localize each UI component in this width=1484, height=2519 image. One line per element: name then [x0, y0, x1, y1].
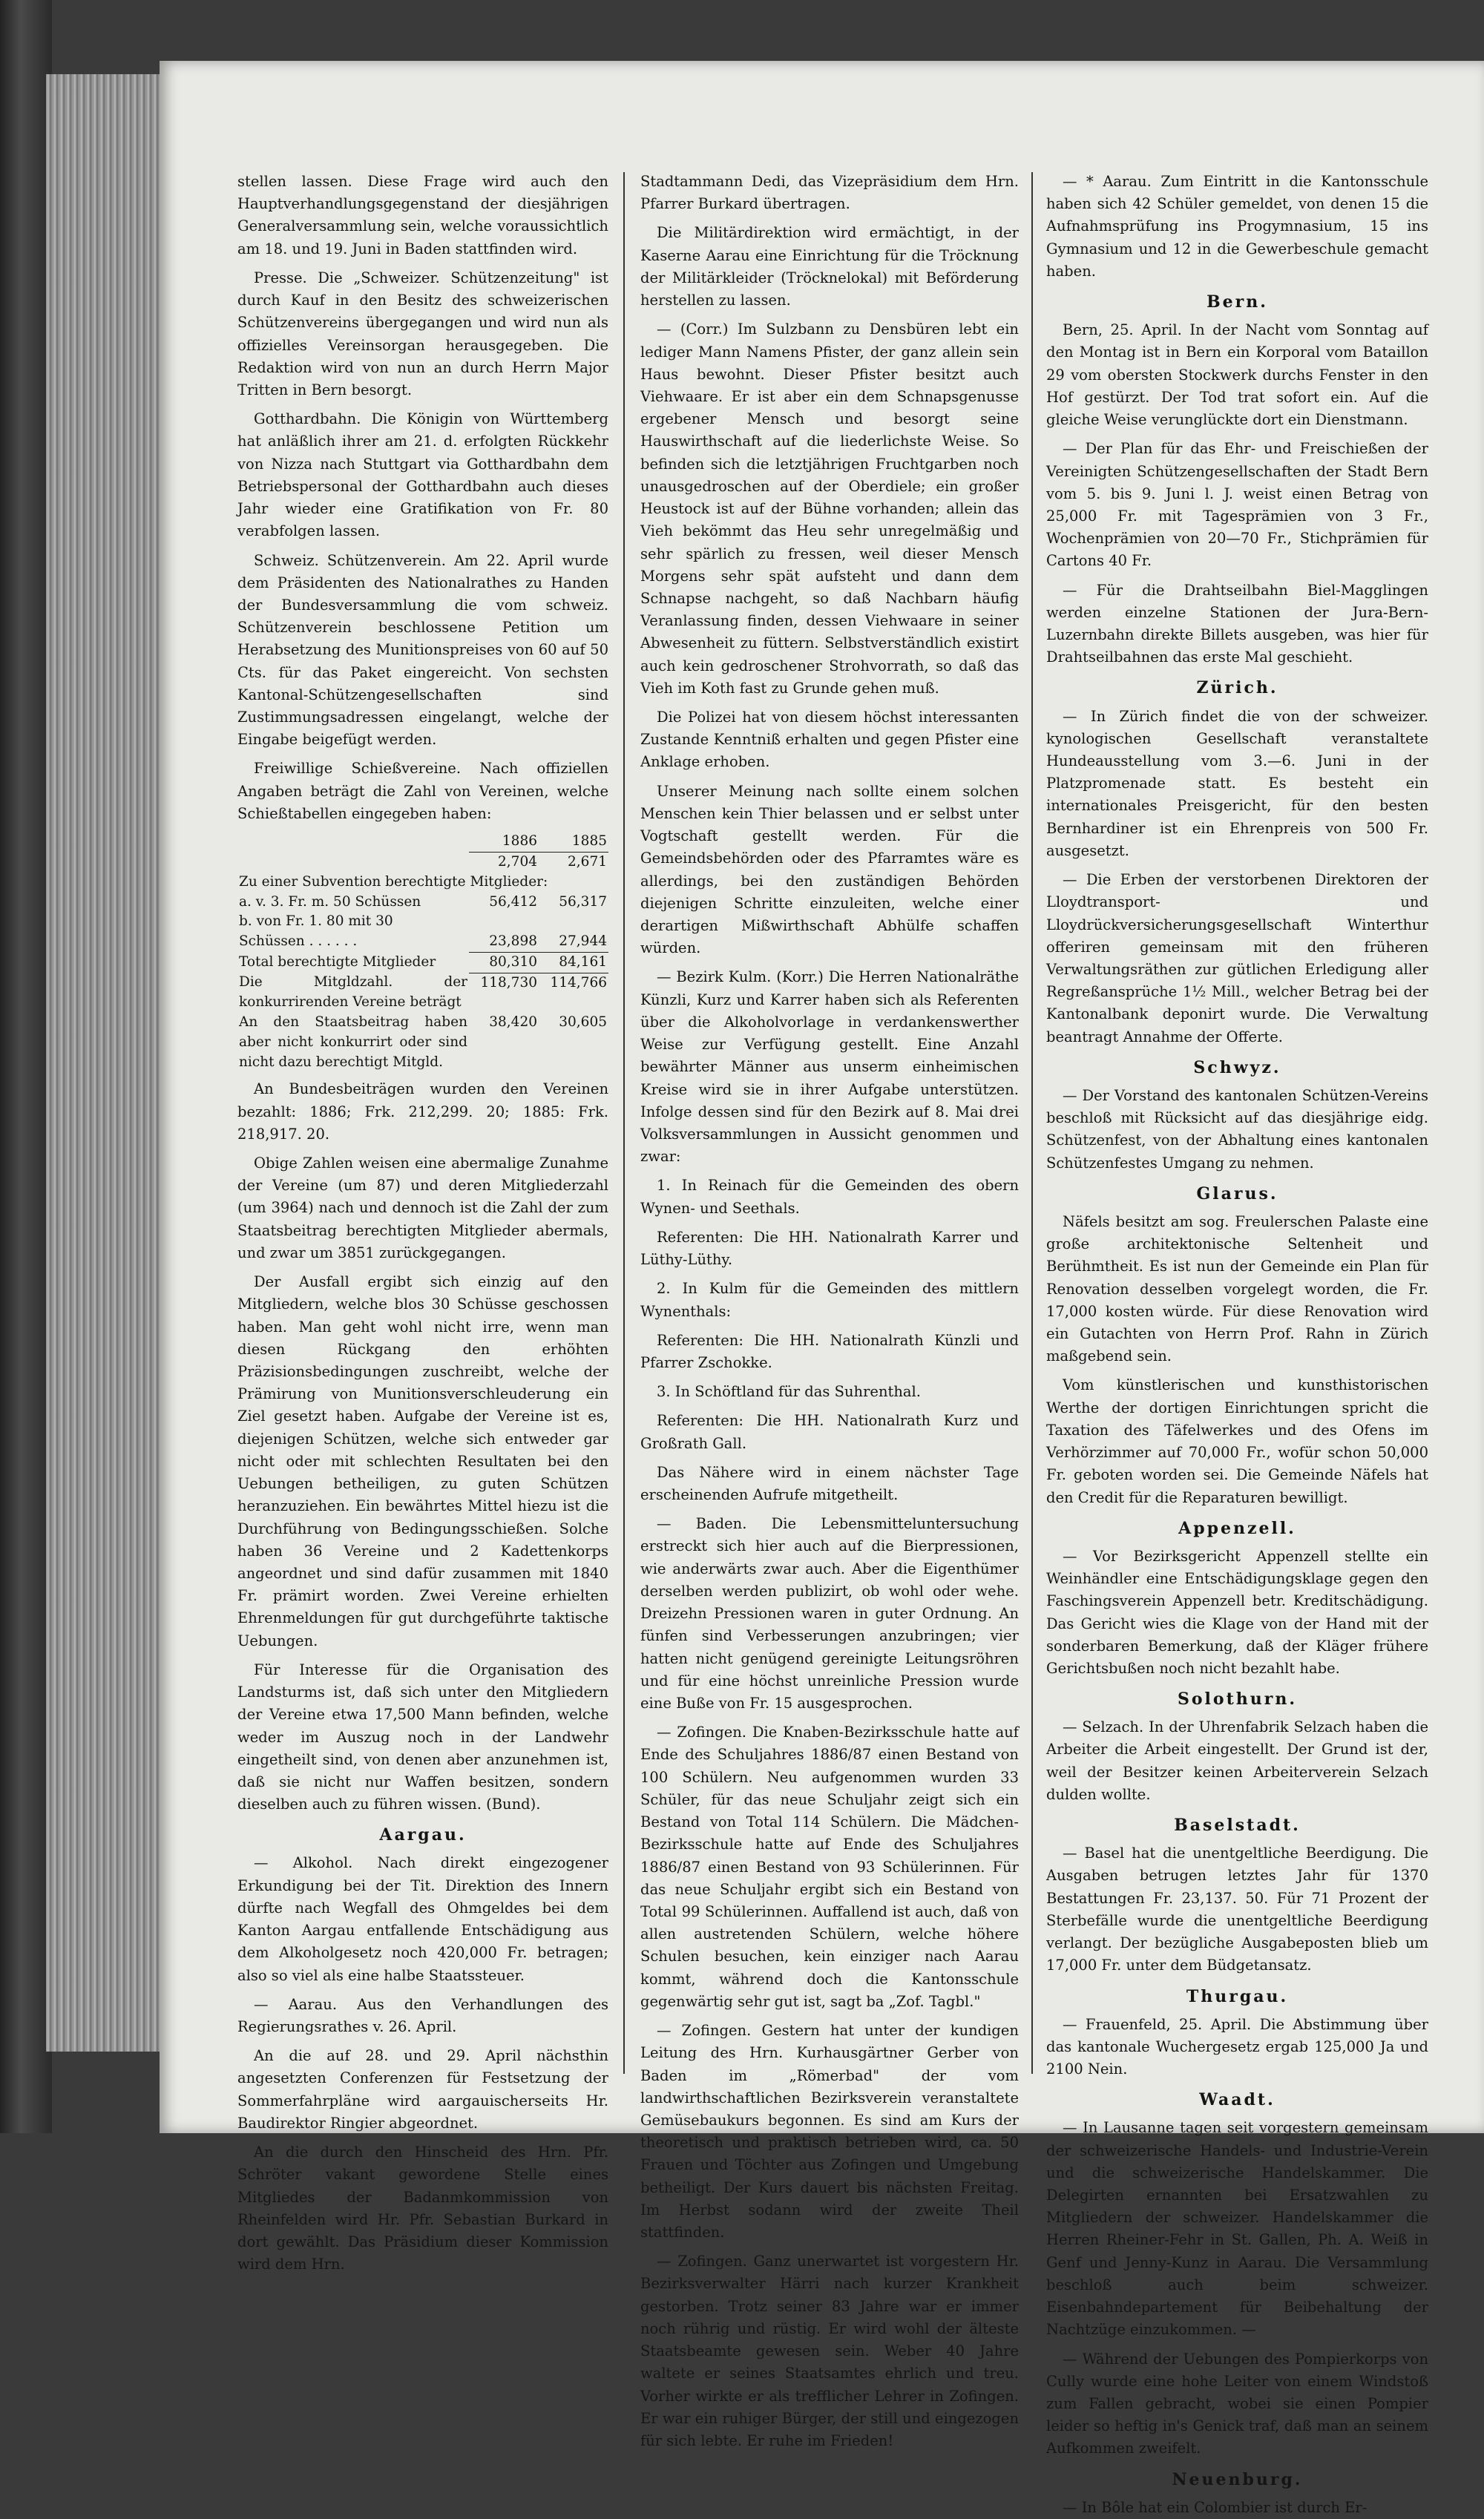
table-cell: 2,671 [568, 853, 607, 870]
article-densbueren: — (Corr.) Im Sulzbann zu Densbüren lebt ein lediger Mann Namens Pfister, der ganz allein sein Haus bewohnt. Dieser Pfister besitzt auch Viehwaare. Er ist aber ein dem Schnapsgenusse ergebener Mensch und besorgt seine Hauswirthschaft auf die liederlichste Weise. So befinden sich die letztjährigen Fruchtgarben noch unausgedroschen auf der Oberdiele; ein großer Heustock ist auf der Bühne vorhanden; allein das Vieh bekömmt das Heu sehr unregelmäßig und sehr spärlich zu fressen, weil dieser Mensch Morgens sehr spät aufsteht und dann dem Schnapse nachgeht, so daß Nachbarn häufig Veranlassung finden, dessen Viehwaare in seiner Abwesenheit zu füttern. Selbstverständlich existirt auch kein gedroschener Strohvorrath, so daß das Vieh im Koth fast zu Grunde gehen muß. [640, 321, 1019, 697]
section-heading-aargau: Aargau. [379, 1825, 467, 1845]
table-label: b. von Fr. 1. 80 mit 30 [239, 913, 393, 930]
article-paragraph: — Der Plan für das Ehr- und Freischießen der Vereinigten Schützengesellschaften der Stadt Bern vom 5. bis 9. Juni l. J. weist einen Betrag von 25,000 Fr. mit Tagesprämien von 3 Fr., Wochenprämien von 20—70 Fr., Stichprämien für Cartons 40 Fr. [1046, 440, 1428, 570]
article-bezirk-kulm: — Bezirk Kulm. (Korr.) Die Herren Nationalräthe Künzli, Kurz und Karrer haben sich als Referenten über die Alkoholvorlage in verdankenswerther Weise zur Verfügung gestellt. Eine Anzahl bewährter Männer aus unserm einheimischen Kreise wird sie in ihrer Aufgabe unterstützen. Infolge dessen sind für den Bezirk auf 8. Mai drei Volksversammlungen in Aussicht genommen und zwar: [640, 968, 1019, 1166]
table-row [237, 893, 608, 913]
article-paragraph: Referenten: Die HH. Nationalrath Karrer und Lüthy-Lüthy. [640, 1228, 1019, 1269]
article-gotthardbahn: Gotthardbahn. Die Königin von Württemberg hat anläßlich ihrer am 21. d. erfolgten Rückkehr von Nizza nach Stuttgart via Gotthardbahn dem Betriebspersonal der Gotthardbahn auch dieses Jahr wieder eine Gratifikation von Fr. 80 verabfolgen lassen. [237, 410, 608, 540]
shooting-stats-table [237, 832, 608, 1072]
article-paragraph: Das Nähere wird in einem nächster Tage erscheinenden Aufrufe mitgetheilt. [640, 1463, 1019, 1504]
section-heading-solothurn: Solothurn. [1178, 1689, 1297, 1710]
column-divider [623, 172, 625, 2074]
table-row [237, 1013, 608, 1072]
article-paragraph: Unserer Meinung nach sollte einem solchen Menschen kein Thier belassen und er selbst unter Vogtschaft gestellt werden. Für die Gemeindsbehörden oder des Pfarramtes wäre es allerdings, bei den zuständigen Behörden diejenigen Schritte einzuleiten, welche einer derartigen Mißwirthschaft Abhülfe schaffen würden. [640, 782, 1019, 957]
article-aarau: — Aarau. Aus den Verhandlungen des Regierungsrathes v. 26. April. [237, 1995, 608, 2035]
article-baden: — Baden. Die Lebensmitteluntersuchung erstreckt sich hier auch auf die Bierpressionen, wie anderwärts zwar auch. Aber die Eigenthümer derselben werden publizirt, ob wohl oder wehe. Dreizehn Pressionen waren in guter Ordnung. An fünfen sind Verbesserungen anzubringen; vier hatten nicht genügend gereinigte Leitungsröhren und für eine höchst unreinliche Pression wurde eine Buße von Fr. 15 ausgesprochen. [640, 1515, 1019, 1712]
article-paragraph: stellen lassen. Diese Frage wird auch den Hauptverhandlungsgegenstand der diesjährigen Generalversammlung sein, welche voraussichtlich am 18. und 19. Juni in Baden stattfinden wird. [237, 173, 608, 257]
article-paragraph: Die Polizei hat von diesem höchst interessanten Zustande Kenntniß erhalten und gegen Pfister eine Anklage erhoben. [640, 709, 1019, 771]
article-paragraph: Referenten: Die HH. Nationalrath Kurz und Großrath Gall. [640, 1412, 1019, 1452]
section-heading-appenzell: Appenzell. [1178, 1518, 1296, 1538]
section-heading-bern: Bern. [1206, 292, 1268, 312]
article-paragraph: Die Militärdirektion wird ermächtigt, in der Kaserne Aarau eine Einrichtung für die Tröcknung der Militärkleider (Tröcknelokal) mit Beförderung herstellen zu lassen. [640, 224, 1019, 309]
table-label: An den Staatsbeitrag haben aber nicht konkurrirt oder sind nicht dazu berechtigt Mitgld. [239, 1014, 467, 1070]
article-schuetzenverein: Schweiz. Schützenverein. Am 22. April wurde dem Präsidenten des Nationalrathes zu Handen der Bundesversammlung die vom schweiz. Schützenverein beschlossene Petition um Herabsetzung des Munitionspreises von 60 auf 50 Cts. für das Paket eingereicht. Von sechsten Kantonal-Schützengesellschaften sind Zustimmungsadressen eingelangt, welche der Eingabe beigefügt werden. [237, 551, 608, 749]
article-paragraph: 1. In Reinach für die Gemeinden des obern Wynen- und Seethals. [640, 1177, 1019, 1217]
year-1886: 1886 [469, 832, 539, 852]
table-cell: 2,704 [498, 853, 537, 870]
table-cell: 56,412 [489, 893, 537, 910]
article-zofingen-kurs: — Zofingen. Gestern hat unter der kundigen Leitung des Hrn. Kurhausgärtner Gerber von Baden im „Römerbad" der vom landwirthschaftlichen Bezirksverein veranstaltete Gemüsebaukurs begonnen. Es sind am Kurs der theoretisch und praktisch betrieben wird, ca. 50 Frauen und Töchter aus Zofingen und Umgebung betheiligt. Der Kurs dauert bis nächsten Freitag. Im Herbst sodann wird der zweite Theil stattfinden. [640, 2022, 1019, 2242]
table-cell: 84,161 [559, 954, 607, 970]
table-label: Total berechtigte Mitglieder [239, 953, 436, 970]
column-right [1046, 171, 1428, 2516]
table-cell: 56,317 [559, 893, 607, 910]
table-label: Die Mitgldzahl. der konkurrirenden Vereine beträgt [239, 974, 467, 1011]
table-row [237, 932, 608, 952]
table-cell: 27,944 [539, 932, 608, 952]
article-paragraph: 3. In Schöftland für das Suhrenthal. [657, 1383, 921, 1401]
article-paragraph: Für Interesse für die Organisation des Landsturms ist, daß sich unter den Mitgliedern der Vereine etwa 17,500 Mann befinden, welche weder im Auszug noch in der Landwehr eingetheilt sind, von denen aber anzunehmen ist, daß sie nicht nur Waffen besitzen, sondern dieselben auch zu führen wissen. (Bund). [237, 1661, 608, 1813]
book-spine [0, 0, 52, 2133]
article-paragraph: An Bundesbeiträgen wurden den Vereinen bezahlt: 1886; Frk. 212,299. 20; 1885: Frk. 218,917. 20. [237, 1080, 608, 1143]
year-1885: 1885 [539, 832, 608, 852]
article-paragraph: Referenten: Die HH. Nationalrath Künzli und Pfarrer Zschokke. [640, 1331, 1019, 1371]
article-aarau-kantonsschule: — * Aarau. Zum Eintritt in die Kantonsschule haben sich 42 Schüler gemeldet, von denen 15 die Aufnahmsprüfung ins Progymnasium, 15 ins Gymnasium und 12 in die Gewerbeschule gemacht haben. [1046, 173, 1428, 280]
section-heading-baselstadt: Baselstadt. [1174, 1816, 1301, 1836]
article-alkohol: — Alkohol. Nach direkt eingezogener Erkundigung bei der Tit. Direktion des Innern dürfte nach Wegfall des Ohmgeldes bei dem Kanton Aargau entfallende Entschädigung aus dem Alkoholgesetz noch 420,000 Fr. betragen; also so viel als eine halbe Staatssteuer. [237, 1854, 608, 1984]
article-cully: — Während der Uebungen des Pompierkorps von Cully wurde eine hohe Leiter von einem Windstoß zum Fallen gebracht, wobei sie einen Pompier leider so heftig in's Genick traf, daß man an seinem Aufkommen zweifelt. [1046, 2350, 1428, 2457]
article-naefels: Näfels besitzt am sog. Freulerschen Palaste eine große architektonische Seltenheit und Berühmtheit. Es ist nun der Gemeinde ein Plan für Renovation desselben vorgelegt worden, die Fr. 17,000 kosten würde. Für diese Renovation wird ein Gutachten von Herrn Prof. Rahn in Zürich maßgebend sein. [1046, 1212, 1428, 1365]
table-cell: 114,766 [539, 973, 608, 1013]
section-heading-neuenburg: Neuenburg. [1172, 2469, 1303, 2489]
table-cell: 30,605 [559, 1014, 607, 1030]
table-label: a. v. 3. Fr. m. 50 Schüssen [239, 893, 421, 910]
table-cell: 38,420 [489, 1014, 537, 1030]
table-row [237, 973, 608, 1013]
article-basel: — Basel hat die unentgeltliche Beerdigung. Die Ausgaben betrugen letztes Jahr für 1370 Bestattungen Fr. 23,137. 50. Für 71 Prozent der Sterbefälle wurde die unentgeltliche Beerdigung verlangt. Der bezügliche Ausgabeposten blieb um 17,000 Fr. unter dem Büdgetansatz. [1046, 1845, 1428, 1974]
column-middle [640, 171, 1019, 2449]
article-paragraph: Vom künstlerischen und kunsthistorischen Werthe der dortigen Einrichtungen spricht die Taxation des Täfelwerkes und des Ofens im Verhörzimmer auf 70,000 Fr., wofür schon 50,000 Fr. geboten worden sei. Die Gemeinde Näfels hat den Credit für die Reparaturen bewilligt. [1046, 1376, 1428, 1506]
article-appenzell: — Vor Bezirksgericht Appenzell stellte ein Weinhändler eine Entschädigungsklage gegen den Faschingsverein Appenzell betr. Kreditschädigung. Das Gericht wies die Klage von der Hand mit der sonderbaren Bemerkung, daß der Kläger frühere Gerichtsbußen noch nicht bezahlt habe. [1046, 1547, 1428, 1677]
article-paragraph: Der Ausfall ergibt sich einzig auf den Mitgliedern, welche blos 30 Schüsse geschossen haben. Man geht wohl nicht irre, wenn man diesen Rückgang den erhöhten Präzisionsbedingungen zuschreibt, welche der Prämirung von Munitionsverschleuderung ein Ziel gesetzt haben. Aufgabe der Vereine ist es, diejenigen Schützen, welche sich entweder gar nicht oder mit schlechten Resultaten bei den Uebungen betheiligen, zu guten Schützen heranzuziehen. Ein bewährtes Mittel hiezu ist die Durchführung von Bedingungsschießen. Solche haben 36 Vereine und 2 Kadettenkorps angeordnet und sind dafür zusammen mit 1840 Fr. prämirt worden. Zwei Vereine erhielten Ehrenmeldungen für gut durchgeführte taktische Uebungen. [237, 1273, 608, 1649]
table-label: Schüssen . . . . . . [239, 933, 358, 950]
table-row [237, 852, 608, 872]
article-paragraph: Obige Zahlen weisen eine abermalige Zunahme der Vereine (um 87) und deren Mitgliederzahl (um 3964) nach und dennoch ist die Zahl der zum Staatsbeitrag berechtigten Mitglieder abermals, und zwar um 3851 zurückgegangen. [237, 1155, 608, 1261]
table-row [237, 832, 608, 852]
article-paragraph: An die durch den Hinscheid des Hrn. Pfr. Schröter vakant gewordene Stelle eines Mitgliedes der Badanmkommission von Rheinfelden wird Hr. Pfr. Sebastian Burkard in dort gewählt. Das Präsidium dieser Kommission wird dem Hrn. [237, 2144, 608, 2273]
page-edges [46, 74, 165, 2052]
article-bern: Bern, 25. April. In der Nacht vom Sonntag auf den Montag ist in Bern ein Korporal vom Bataillon 29 vom obersten Stockwerk durchs Fenster in den Hof gestürzt. Der Tod trat sofort ein. Auf die gleiche Weise verunglückte dort ein Dienstmann. [1046, 321, 1428, 429]
table-cell: 80,310 [489, 954, 537, 970]
article-frauenfeld: — Frauenfeld, 25. April. Die Abstimmung über das kantonale Wuchergesetz ergab 125,000 Ja und 2100 Nein. [1046, 2015, 1428, 2078]
column-left [237, 171, 608, 2273]
article-selzach: — Selzach. In der Uhrenfabrik Selzach haben die Arbeiter die Arbeit eingestellt. Der Grund ist der, weil der Besitzer keinen Arbeiterverein Selzach dulden wollte. [1046, 1718, 1428, 1803]
article-paragraph: — Für die Drahtseilbahn Biel-Magglingen werden einzelne Stationen der Jura-Bern-Luzernbahn direkte Billets ausgeben, was hier für Drahtseilbahnen das erste Mal geschieht. [1046, 581, 1428, 666]
section-heading-thurgau: Thurgau. [1186, 1986, 1289, 2006]
table-cell: 118,730 [469, 973, 539, 1013]
table-row [237, 873, 608, 893]
section-heading-glarus: Glarus. [1196, 1183, 1278, 1203]
column-divider [1031, 172, 1033, 2074]
article-paragraph: An die auf 28. und 29. April nächsthin angesetzten Conferenzen für Festsetzung der Sommerfahrpläne wird aargauischerseits Hr. Baudirektor Ringier abgeordnet. [237, 2047, 608, 2132]
article-paragraph: 2. In Kulm für die Gemeinden des mittlern Wynenthals: [640, 1280, 1019, 1320]
article-schiessvereine: Freiwillige Schießvereine. Nach offiziellen Angaben beträgt die Zahl von Vereinen, welche Schießtabellen eingegeben haben: [237, 760, 608, 822]
section-heading-schwyz: Schwyz. [1193, 1057, 1281, 1077]
article-bole: — In Bôle hat ein Colombier ist durch Er- [1063, 2498, 1368, 2516]
article-paragraph: Stadtammann Dedi, das Vizepräsidium dem Hrn. Pfarrer Burkard übertragen. [640, 173, 1019, 213]
article-zofingen-schule: — Zofingen. Die Knaben-Bezirksschule hatte auf Ende des Schuljahres 1886/87 einen Bestand von 100 Schülern. Neu aufgenommen wurden 33 Schüler, für das neue Schuljahr zeigt sich ein Bestand von Total 114 Schülern. Die Mädchen-Bezirksschule hatte auf Ende des Schuljahres 1886/87 einen Bestand von 93 Schülerinnen. Für das neue Schuljahr ergibt sich ein Bestand von Total 99 Schülerinnen. Auffallend ist auch, daß von allen austretenden Schülern, welche höhere Schulen besuchen, kein einziger nach Aarau kommt, während doch die Kantonsschule gegenwärtig sehr gut ist, sagt ba „Zof. Tagbl." [640, 1724, 1019, 2010]
table-cell: 23,898 [469, 932, 539, 952]
article-zofingen-nachruf: — Zofingen. Ganz unerwartet ist vorgestern Hr. Bezirksverwalter Härri nach kurzer Krankheit gestorben. Trotz seiner 83 Jahre war er immer noch rührig und rüstig. Er wird wohl der älteste Staatsbeamte gewesen sein. Weber 40 Jahre waltete er seines Staatsamtes ehrlich und treu. Vorher wirkte er als trefflicher Lehrer in Zofingen. Er war ein ruhiger Bürger, der still und eingezogen für sich lebte. Er ruhe im Frieden! [640, 2253, 1019, 2449]
section-heading-zuerich: Zürich. [1196, 678, 1278, 698]
section-heading-waadt: Waadt. [1199, 2090, 1275, 2110]
article-paragraph: — Die Erben der verstorbenen Direktoren der Lloydtransport- und Lloydrückversicherungsgesellschaft Winterthur offeriren gemeinsam mit den früheren Verwaltungsräthen zur gütlichen Erledigung aller Regreßansprüche 1½ Mill., welcher Betrag bei der Kantonalbank deponirt wurde. Die Verwaltung beantragt Annahme der Offerte. [1046, 871, 1428, 1045]
table-label: Zu einer Subvention berechtigte Mitglieder: [239, 873, 548, 890]
table-row [237, 912, 608, 932]
article-zuerich: — In Zürich findet die von der schweizer. kynologischen Gesellschaft veranstaltete Hundeausstellung vom 3.—6. Juni in der Platzpromenade statt. Es besteht ein internationales Preisgericht, für den besten Bernhardiner ist ein Ehrenpreis von 500 Fr. ausgesetzt. [1046, 707, 1428, 859]
table-row [237, 953, 608, 973]
article-schwyz: — Der Vorstand des kantonalen Schützen-Vereins beschloß mit Rücksicht auf das diesjährige eidg. Schützenfest, von der Abhaltung eines kantonalen Schützenfestes Umgang zu nehmen. [1046, 1086, 1428, 1172]
article-presse: Presse. Die „Schweizer. Schützenzeitung" ist durch Kauf in den Besitz des schweizerischen Schützenvereins übergegangen und wird nun als offizielles Vereinsorgan herausgegeben. Die Redaktion wird von nun an durch Herrn Major Tritten in Bern besorgt. [237, 269, 608, 398]
article-lausanne: — In Lausanne tagen seit vorgestern gemeinsam der schweizerische Handels- und Industrie-Verein und die schweizerische Handelskammer. Die Delegirten ernannten bei Ersatzwahlen zu Mitgliedern der schweizer. Handelskammer die Herren Rheiner-Fehr in St. Gallen, Ph. A. Weiß in Genf und Jenny-Kunz in Aarau. Die Versammlung beschloß auch beim schweizer. Eisenbahndepartement für Beibehaltung der Nachtzüge einzukommen. — [1046, 2119, 1428, 2339]
newspaper-page [160, 61, 1484, 2516]
